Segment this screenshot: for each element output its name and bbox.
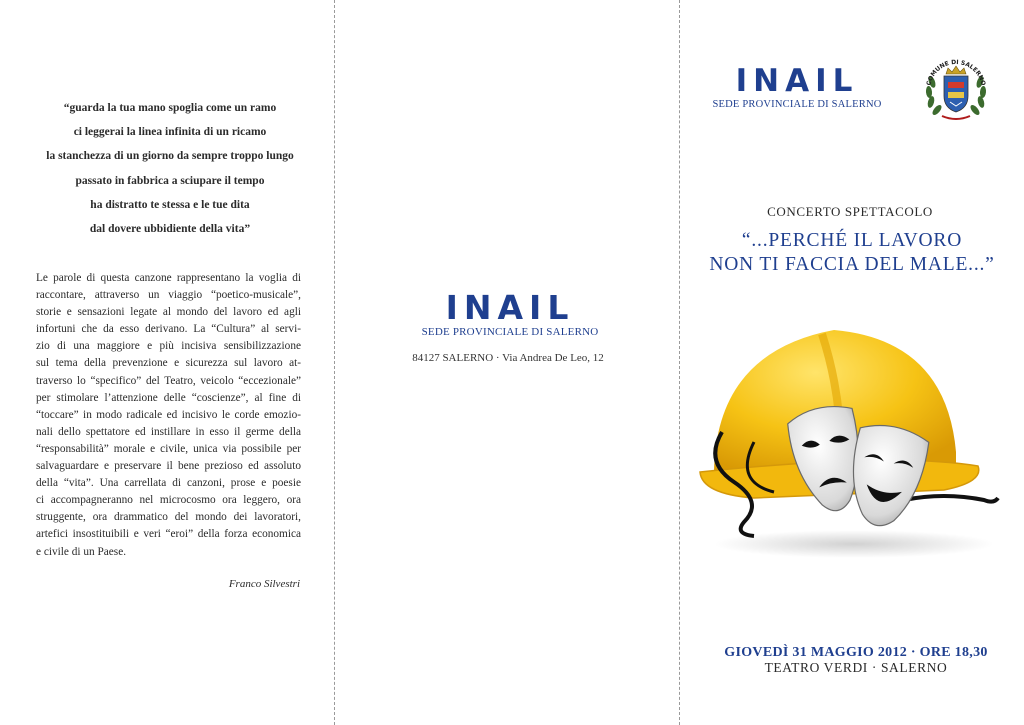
paragraph-line: “toccare” in modo radicale ed incisivo le corde emozio- (36, 408, 301, 421)
event-date: GIOVEDÌ 31 MAGGIO 2012 · ORE 18,30 (724, 645, 988, 660)
paragraph-line: per stimolare l’attenzione delle “coscienze”, al fine di (36, 391, 301, 404)
crest-lettering: COMUNE DI SALERNO (925, 58, 987, 87)
poem-line: “guarda la tua mano spoglia come un ramo (63, 102, 277, 114)
paragraph-line: salvaguardare e preservare il bene prezioso ed assoluto (36, 460, 301, 473)
author-signature: Franco Silvestri (228, 578, 300, 590)
logo-wordmark: INAIL (735, 63, 859, 99)
paragraph-line: artefici insostituibili e veri “eroi” della forza economica (36, 528, 301, 541)
paragraph-line: e civile di un Paese. (36, 545, 127, 558)
inail-logo-cover (707, 63, 887, 110)
paragraph-line: Le parole di questa canzone rappresentano la voglia di (36, 272, 301, 284)
event-title-line: NON TI FACCIA DEL MALE...” (709, 254, 995, 275)
paragraph-line: della “vita”. Una carrellata di canzoni, prose e poesie (36, 477, 301, 490)
paragraph-line: zio di una maggiore e più incisiva sensibilizzazione (36, 340, 301, 353)
paragraph-line: traverso lo “specifico” del Teatro, veicolo “eccezionale” (36, 374, 301, 387)
paragraph-line: “responsabilità” morale e civile, unica via possibile per (36, 442, 301, 455)
paragraph-line: nali dello spettatore ed instillare in esso il germe della (36, 425, 301, 438)
event-title-line: “...PERCHÉ IL LAVORO (741, 230, 963, 251)
paragraph-line: sul tema della prevenzione e sicurezza sul lavoro at- (36, 357, 301, 370)
fold-line-left (334, 0, 335, 725)
poem-line: ci leggerai la linea infinita di un ricamo (73, 126, 267, 139)
poem-line: ha distratto te stessa e le tue dita (90, 198, 250, 211)
hard-hat-theatre-masks-illustration (694, 322, 1000, 562)
logo-subtitle: SEDE PROVINCIALE DI SALERNO (712, 99, 882, 110)
logo-wordmark: INAIL (445, 288, 575, 327)
poem-line: la stanchezza di un giorno da sempre troppo lungo (46, 150, 294, 163)
inail-logo (412, 288, 608, 338)
paragraph-line: ci accompagneranno nel microcosmo ora leggero, ora (36, 494, 301, 507)
poem-line: passato in fabbrica a sciupare il tempo (75, 174, 265, 187)
poem-quote (30, 96, 310, 241)
event-label: CONCERTO SPETTACOLO (767, 204, 933, 219)
poem-line: dal dovere ubbidiente della vita” (89, 223, 251, 236)
paragraph-line: struggente, ora drammatico del mondo dei lavoratori, (36, 511, 301, 524)
paragraph-line: raccontare, attraverso un viaggio “poetico-musicale”, (36, 289, 301, 302)
event-title (692, 229, 1012, 277)
municipal-crest-icon (918, 52, 994, 128)
intro-paragraph (36, 270, 301, 561)
event-venue: TEATRO VERDI · SALERNO (764, 660, 948, 675)
office-address: 84127 SALERNO · Via Andrea De Leo, 12 (412, 352, 604, 364)
paragraph-line: infortuni che da esso derivano. La “Cultura” al servi- (36, 323, 301, 336)
paragraph-line: storie e sensazioni legate al mondo del lavoro ed agli (36, 306, 301, 319)
fold-line-right (679, 0, 680, 725)
logo-subtitle: SEDE PROVINCIALE DI SALERNO (421, 326, 599, 338)
